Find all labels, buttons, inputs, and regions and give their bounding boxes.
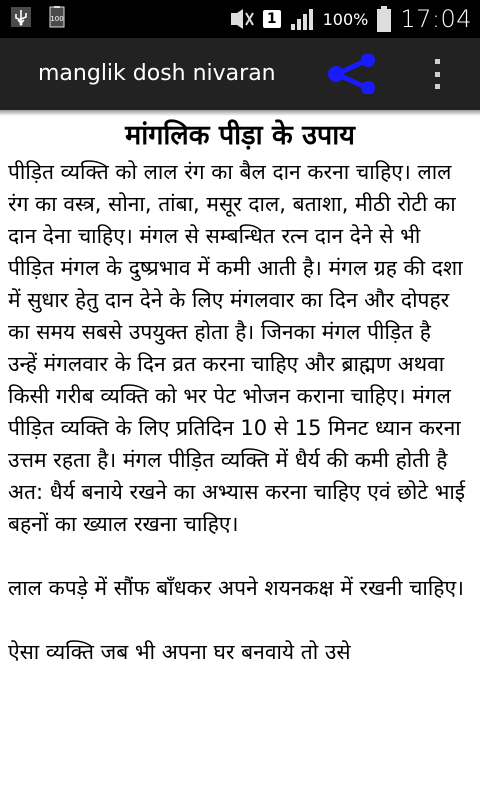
status-bar xyxy=(0,0,480,38)
article-paragraph-1: पीड़ित व्यक्ति को लाल रंग का बैल दान करना चाहिए। लाल रंग का वस्त्र, सोना, तांबा, मसूर दाल, बताशा, मीठी रोटी का दान देना चाहिए। मंगल से सम्बन्धित रत्न दान देने से भी पीड़ित मंगल के दुष्प्रभाव में कमी आती है। मंगल ग्रह की दशा में सुधार हेतु दान देने के लिए मंगलवार का दिन और दोपहर का समय सबसे उपयुक्त होता है। जिनका मंगल पीड़ित है उन्हें मंगलवार के दिन व्रत करना चाहिए और ब्राह्मण अथवा किसी गरीब व्यक्ति को भर पेट भोजन कराना चाहिए। मंगल पीड़ित व्यक्ति के लिए प्रतिदिन 10 से 15 मिनट ध्यान करना उत्तम रहता है। मंगल पीड़ित व्यक्ति में धैर्य की कमी होती है अत: धैर्य बनाये रखने का अभ्यास करना चाहिए एवं छोटे भाई बहनों का ख्याल रखना चाहिए। xyxy=(8,160,466,536)
app-bar xyxy=(0,38,480,110)
article-paragraph-3: ऐसा व्यक्ति जब भी अपना घर बनवाये तो उसे xyxy=(8,640,351,664)
usb-icon xyxy=(10,6,32,28)
sim-slot-badge: 1 xyxy=(263,10,281,28)
svg-text:100: 100 xyxy=(50,15,64,23)
status-right-icons xyxy=(229,0,472,38)
app-title: manglik dosh nivaran xyxy=(38,61,276,86)
clock: 17:04 xyxy=(400,5,472,33)
share-icon[interactable] xyxy=(325,54,379,94)
article-scroll-view[interactable] xyxy=(0,112,480,800)
overflow-menu-icon[interactable] xyxy=(426,56,448,92)
status-left-icons xyxy=(10,6,68,28)
signal-icon xyxy=(289,8,315,30)
battery-full-small-icon xyxy=(46,6,68,28)
battery-icon xyxy=(376,6,392,32)
article-paragraph-2: लाल कपड़े में सौंफ बाँधकर अपने शयनकक्ष में रखनी चाहिए। xyxy=(8,576,465,600)
mute-vibrate-icon xyxy=(229,9,255,29)
article-heading: मांगलिक पीड़ा के उपाय xyxy=(125,120,355,151)
battery-percent: 100% xyxy=(322,9,369,29)
